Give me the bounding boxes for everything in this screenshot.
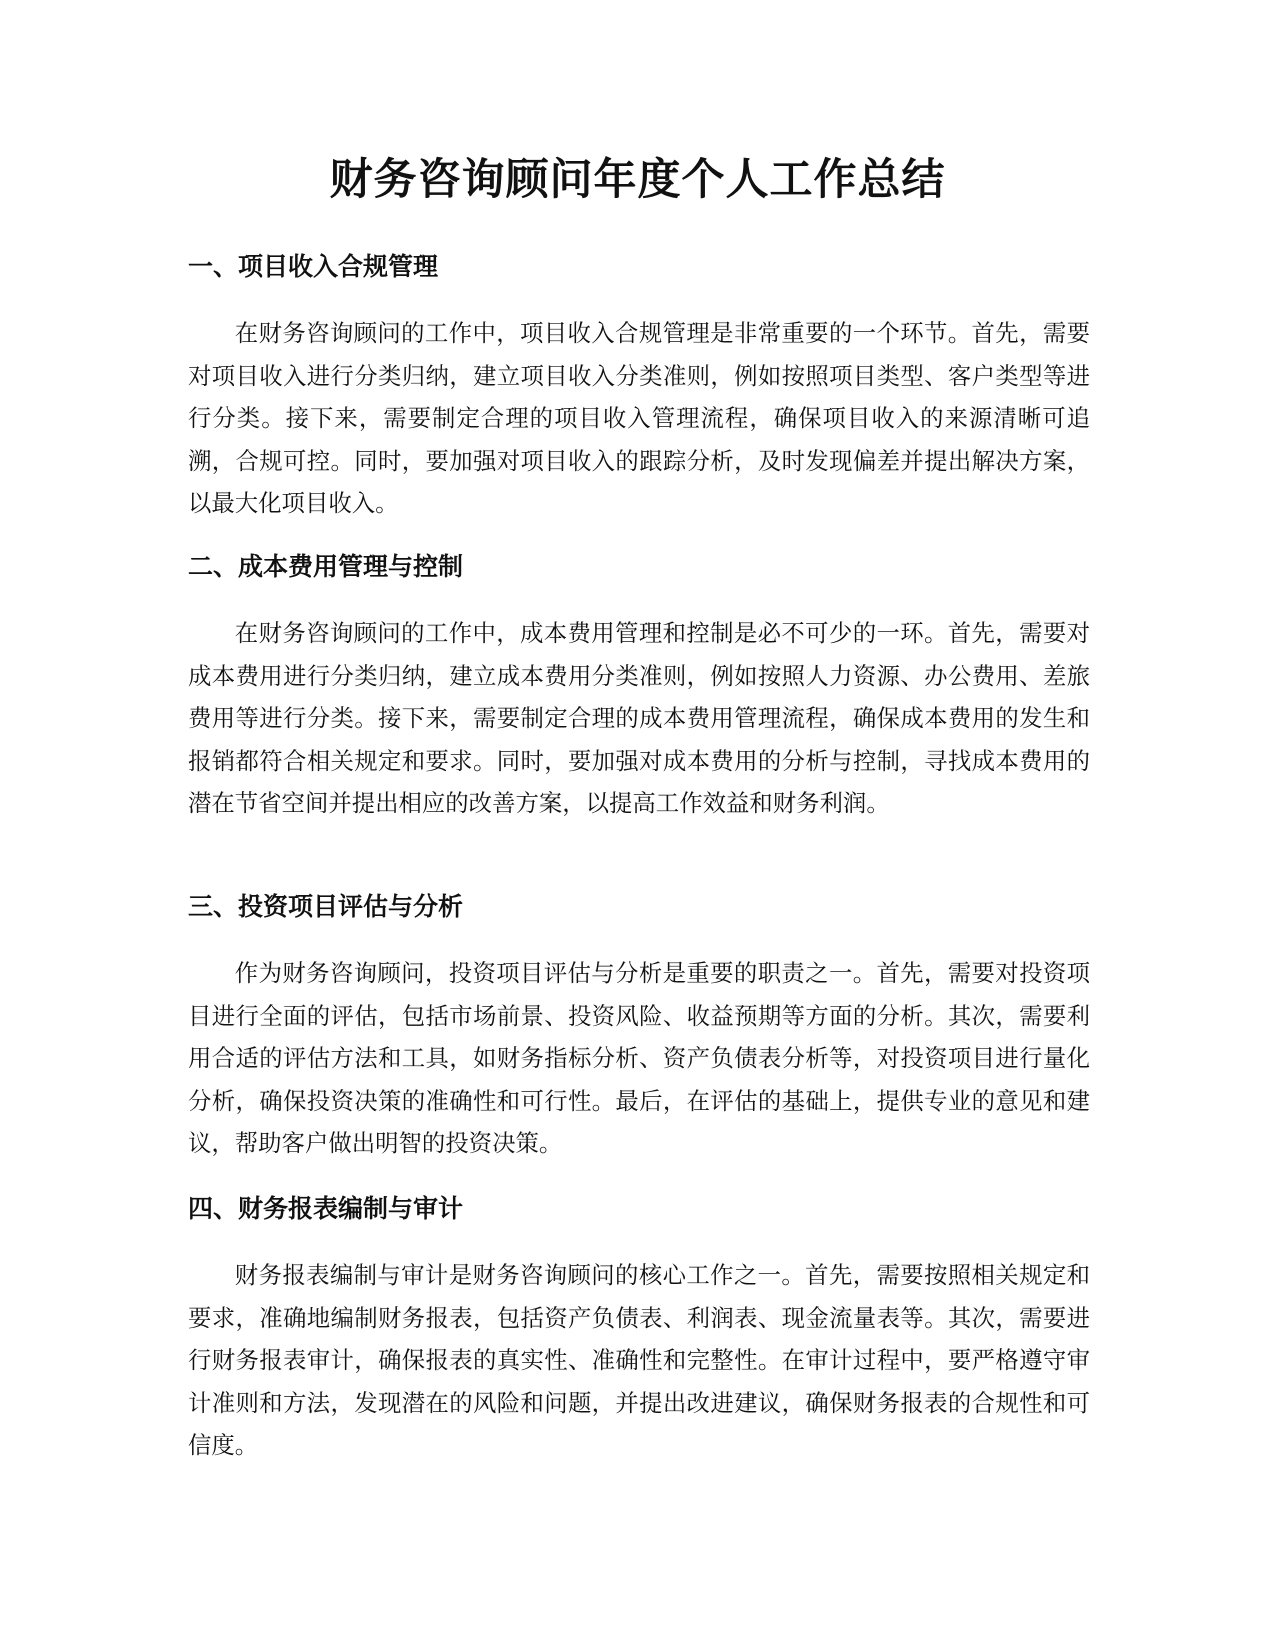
- section-paragraph: 作为财务咨询顾问，投资项目评估与分析是重要的职责之一。首先，需要对投资项目进行全面的评估，包括市场前景、投资风险、收益预期等方面的分析。其次，需要利用合适的评估方法和工具，如财务指标分析、资产负债表分析等，对投资项目进行量化分析，确保投资决策的准确性和可行性。最后，在评估的基础上，提供专业的意见和建议，帮助客户做出明智的投资决策。: [188, 959, 1090, 1157]
- section-heading: 四、财务报表编制与审计: [188, 1194, 464, 1223]
- section-cost-control: [188, 550, 1090, 825]
- section-project-revenue: [188, 250, 1090, 525]
- section-heading: 三、投资项目评估与分析: [188, 892, 464, 921]
- section-heading: 一、项目收入合规管理: [188, 252, 439, 281]
- section-investment-evaluation: [188, 890, 1090, 1165]
- section-heading: 二、成本费用管理与控制: [188, 552, 464, 581]
- section-financial-reporting: [188, 1192, 1090, 1467]
- document-title: 财务咨询顾问年度个人工作总结: [329, 155, 946, 205]
- section-paragraph: 在财务咨询顾问的工作中，成本费用管理和控制是必不可少的一环。首先，需要对成本费用进行分类归纳，建立成本费用分类准则，例如按照人力资源、办公费用、差旅费用等进行分类。接下来，需要制定合理的成本费用管理流程，确保成本费用的发生和报销都符合相关规定和要求。同时，要加强对成本费用的分析与控制，寻找成本费用的潜在节省空间并提出相应的改善方案，以提高工作效益和财务利润。: [188, 619, 1090, 817]
- section-paragraph: 在财务咨询顾问的工作中，项目收入合规管理是非常重要的一个环节。首先，需要对项目收入进行分类归纳，建立项目收入分类准则，例如按照项目类型、客户类型等进行分类。接下来，需要制定合理的项目收入管理流程，确保项目收入的来源清晰可追溯，合规可控。同时，要加强对项目收入的跟踪分析，及时发现偏差并提出解决方案，以最大化项目收入。: [188, 319, 1090, 517]
- section-paragraph: 财务报表编制与审计是财务咨询顾问的核心工作之一。首先，需要按照相关规定和要求，准确地编制财务报表，包括资产负债表、利润表、现金流量表等。其次，需要进行财务报表审计，确保报表的真实性、准确性和完整性。在审计过程中，要严格遵守审计准则和方法，发现潜在的风险和问题，并提出改进建议，确保财务报表的合规性和可信度。: [188, 1261, 1090, 1459]
